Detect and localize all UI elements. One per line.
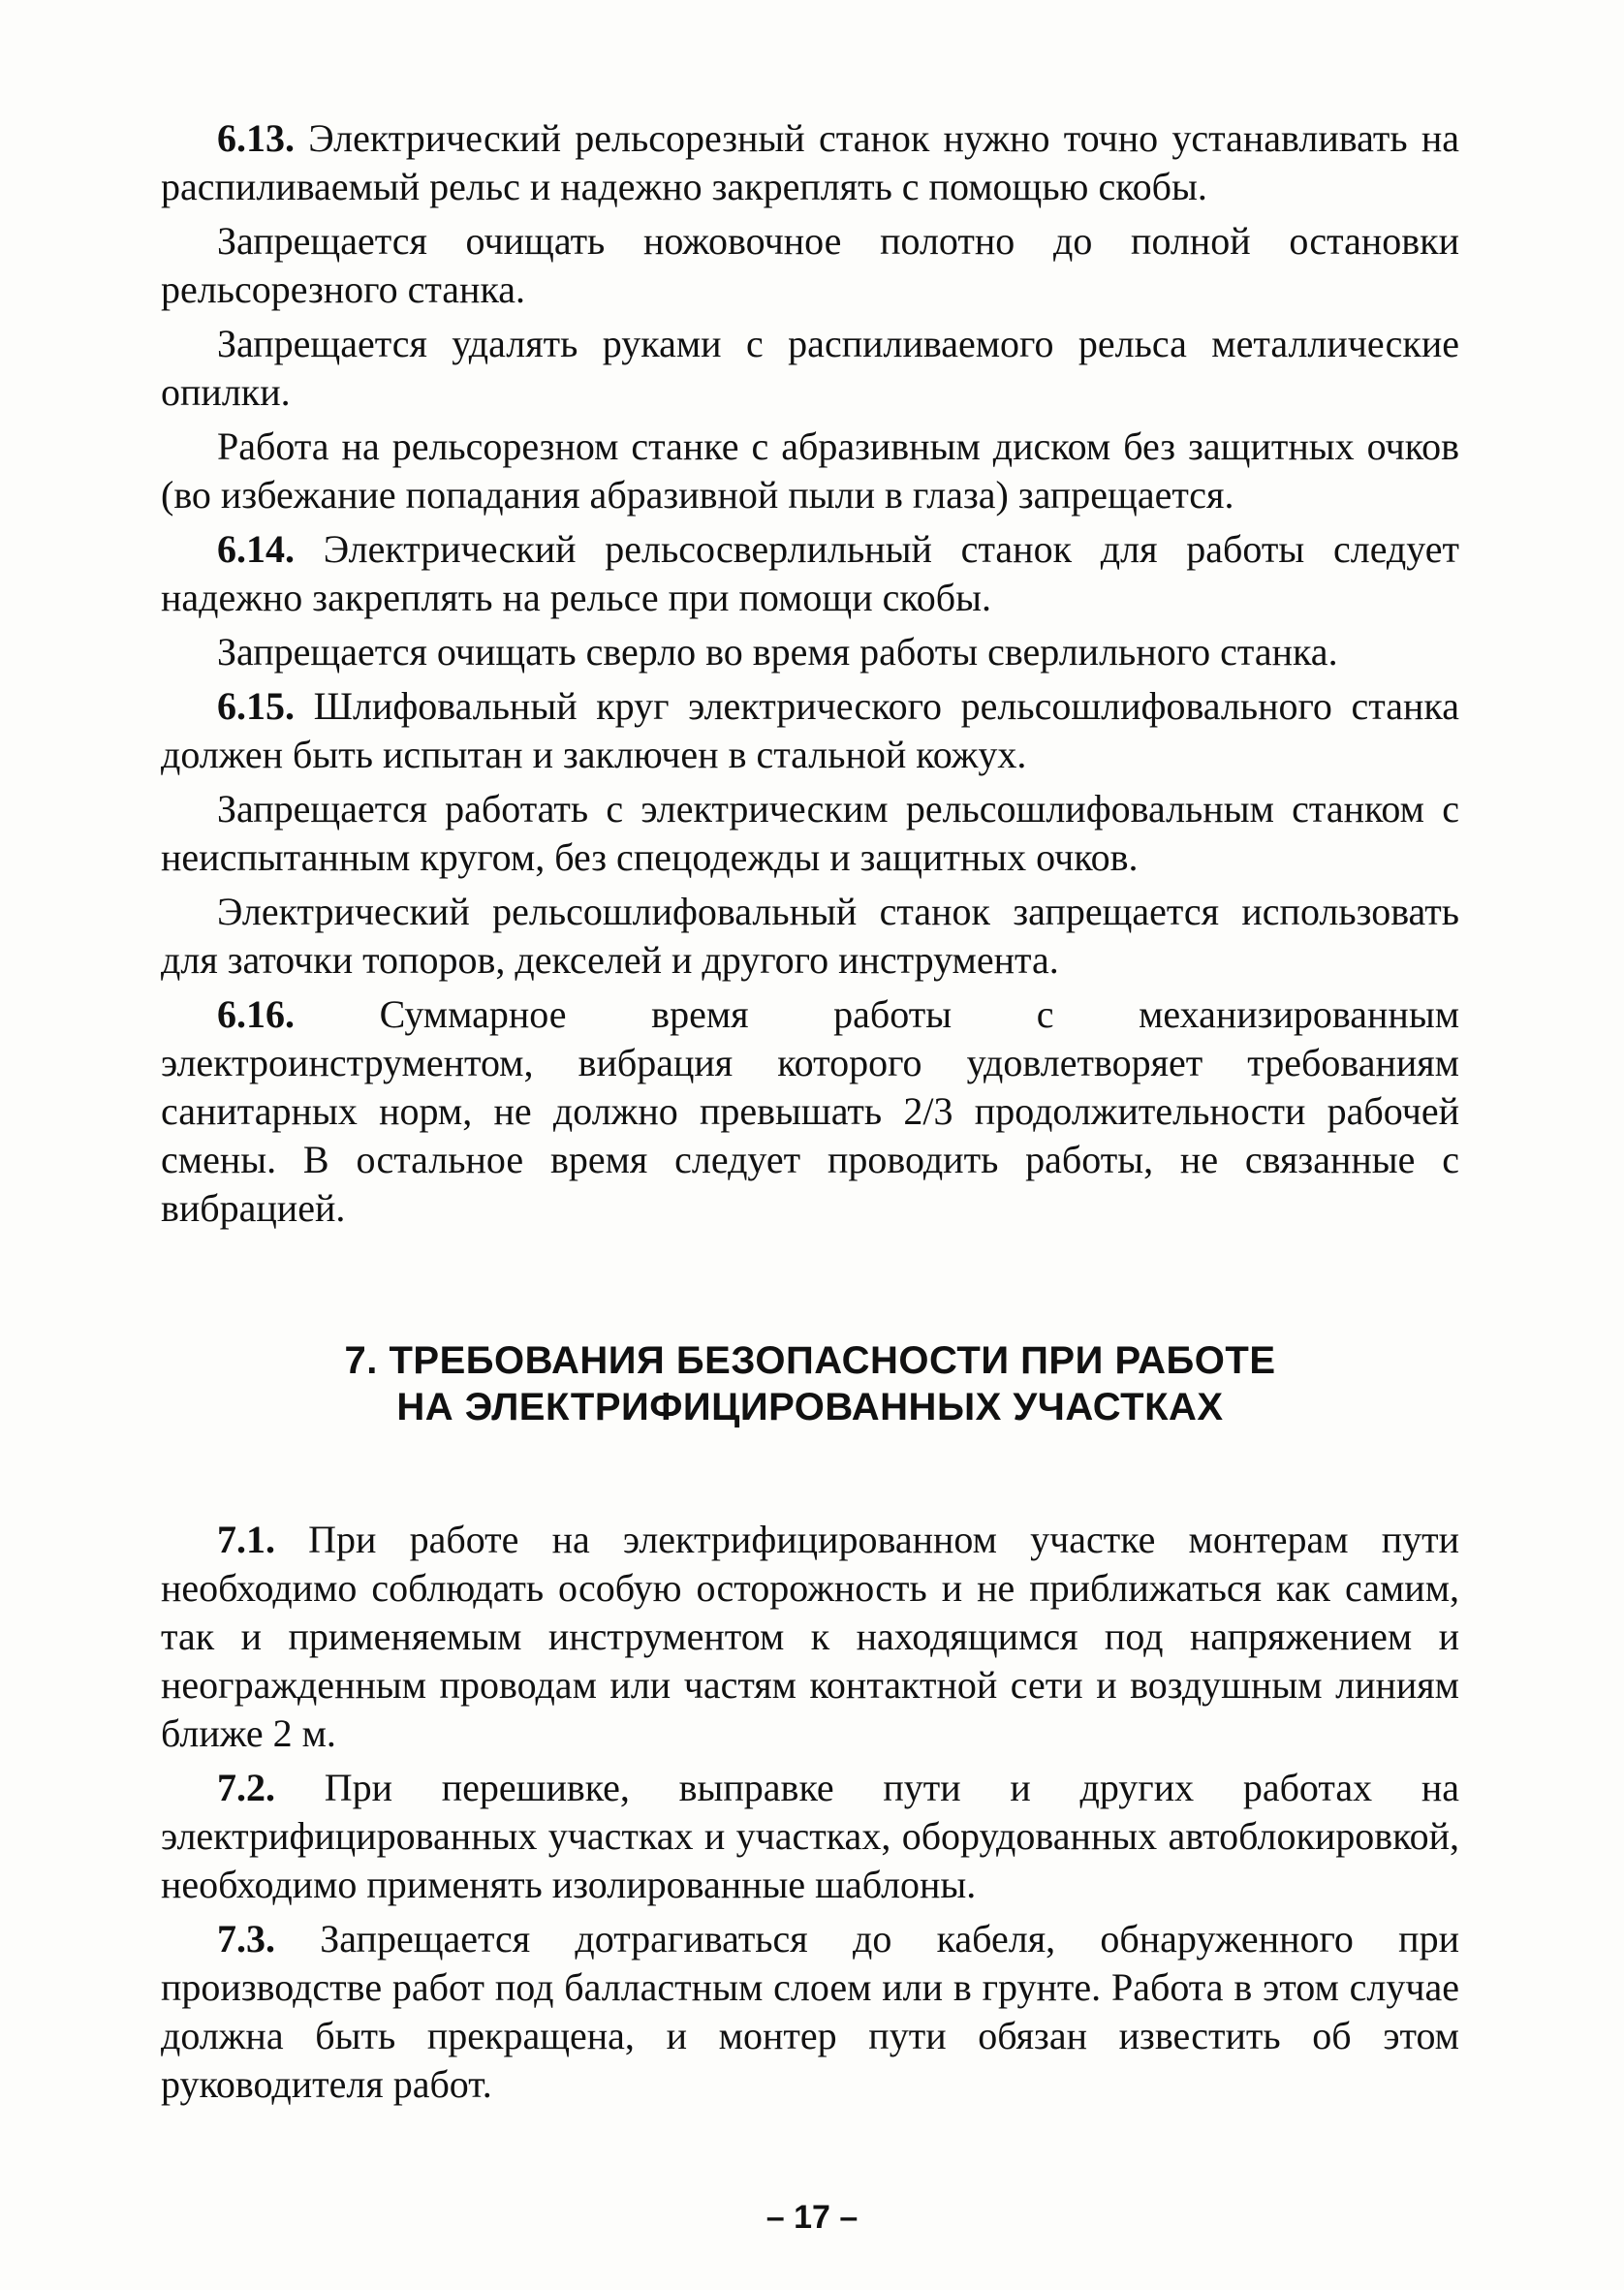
section-heading-line: НА ЭЛЕКТРИФИЦИРОВАННЫХ УЧАСТКАХ (396, 1386, 1224, 1428)
paragraph (161, 785, 1459, 882)
paragraph-text: Работа на рельсорезном станке с абразивным диском без защитных очков (во избежание попадания абразивной пыли в глаза) запрещается. (161, 424, 1459, 517)
paragraph (161, 628, 1459, 676)
page-number: – 17 – (765, 2199, 859, 2236)
paragraph-text: Запрещается дотрагиваться до кабеля, обнаруженного при производстве работ под балластным слоем или в грунте. Работа в этом случае должна быть прекращена, и монтер пути обязан известить об этом руководителя работ. (161, 1917, 1459, 2106)
paragraph (161, 217, 1459, 314)
paragraph-text: При работе на электрифицированном участке монтерам пути необходимо соблюдать особую осторожность и не приближаться как самим, так и применяемым инструментом к находящимся под напряжением и неогражденным проводам или частям контактной сети и воздушным линиям ближе 2 м. (161, 1518, 1459, 1755)
paragraph-text: Запрещается очищать ножовочное полотно до полной остановки рельсорезного станка. (161, 219, 1459, 311)
paragraph-number: 6.15. (217, 684, 295, 728)
paragraph-6-14 (161, 525, 1459, 622)
paragraph-text: При перешивке, выправке пути и других работах на электрифицированных участках и участках, оборудованных автоблокировкой, необходимо применять изолированные шаблоны. (161, 1766, 1459, 1906)
paragraph-text: Электрический рельсосверлильный станок для работы следует надежно закреплять на рельсе при помощи скобы. (161, 527, 1459, 619)
paragraph-6-13 (161, 114, 1459, 211)
paragraph-number: 7.1. (217, 1518, 275, 1561)
paragraph-6-16 (161, 990, 1459, 1233)
paragraph-number: 6.16. (217, 992, 295, 1036)
paragraph-7-3 (161, 1915, 1459, 2109)
paragraph-7-1 (161, 1516, 1459, 1758)
section-7-heading (161, 1337, 1459, 1430)
paragraph-text: Запрещается очищать сверло во время работы сверлильного станка. (217, 630, 1338, 674)
paragraph-text: Суммарное время работы с механизированным электроинструментом, вибрация которого удовлетворяет требованиям санитарных норм, не должно превышать 2/3 продолжительности рабочей смены. В остальное время следует проводить работы, не связанные с вибрацией. (161, 992, 1460, 1230)
paragraph (161, 423, 1459, 519)
paragraph-text: Запрещается удалять руками с распиливаемого рельса металлические опилки. (161, 322, 1459, 414)
section-heading-line: 7. ТРЕБОВАНИЯ БЕЗОПАСНОСТИ ПРИ РАБОТЕ (344, 1339, 1276, 1382)
paragraph-number: 6.14. (217, 527, 295, 571)
paragraph-text: Электрический рельсорезный станок нужно точно устанавливать на распиливаемый рельс и надежно закреплять с помощью скобы. (161, 116, 1460, 208)
paragraph-text: Запрещается работать с электрическим рельсошлифовальным станком с неиспытанным кругом, без спецодежды и защитных очков. (161, 787, 1459, 879)
paragraph-number: 6.13. (217, 116, 295, 160)
paragraph-7-2 (161, 1764, 1459, 1909)
paragraph-number: 7.3. (217, 1917, 275, 1961)
paragraph-number: 7.2. (217, 1766, 275, 1809)
document-body (161, 114, 1459, 2115)
paragraph-text: Электрический рельсошлифовальный станок запрещается использовать для заточки топоров, декселей и другого инструмента. (161, 890, 1459, 982)
paragraph-text: Шлифовальный круг электрического рельсошлифовального станка должен быть испытан и заключен в стальной кожух. (161, 684, 1460, 776)
paragraph (161, 888, 1459, 985)
paragraph-6-15 (161, 682, 1459, 779)
paragraph (161, 320, 1459, 417)
